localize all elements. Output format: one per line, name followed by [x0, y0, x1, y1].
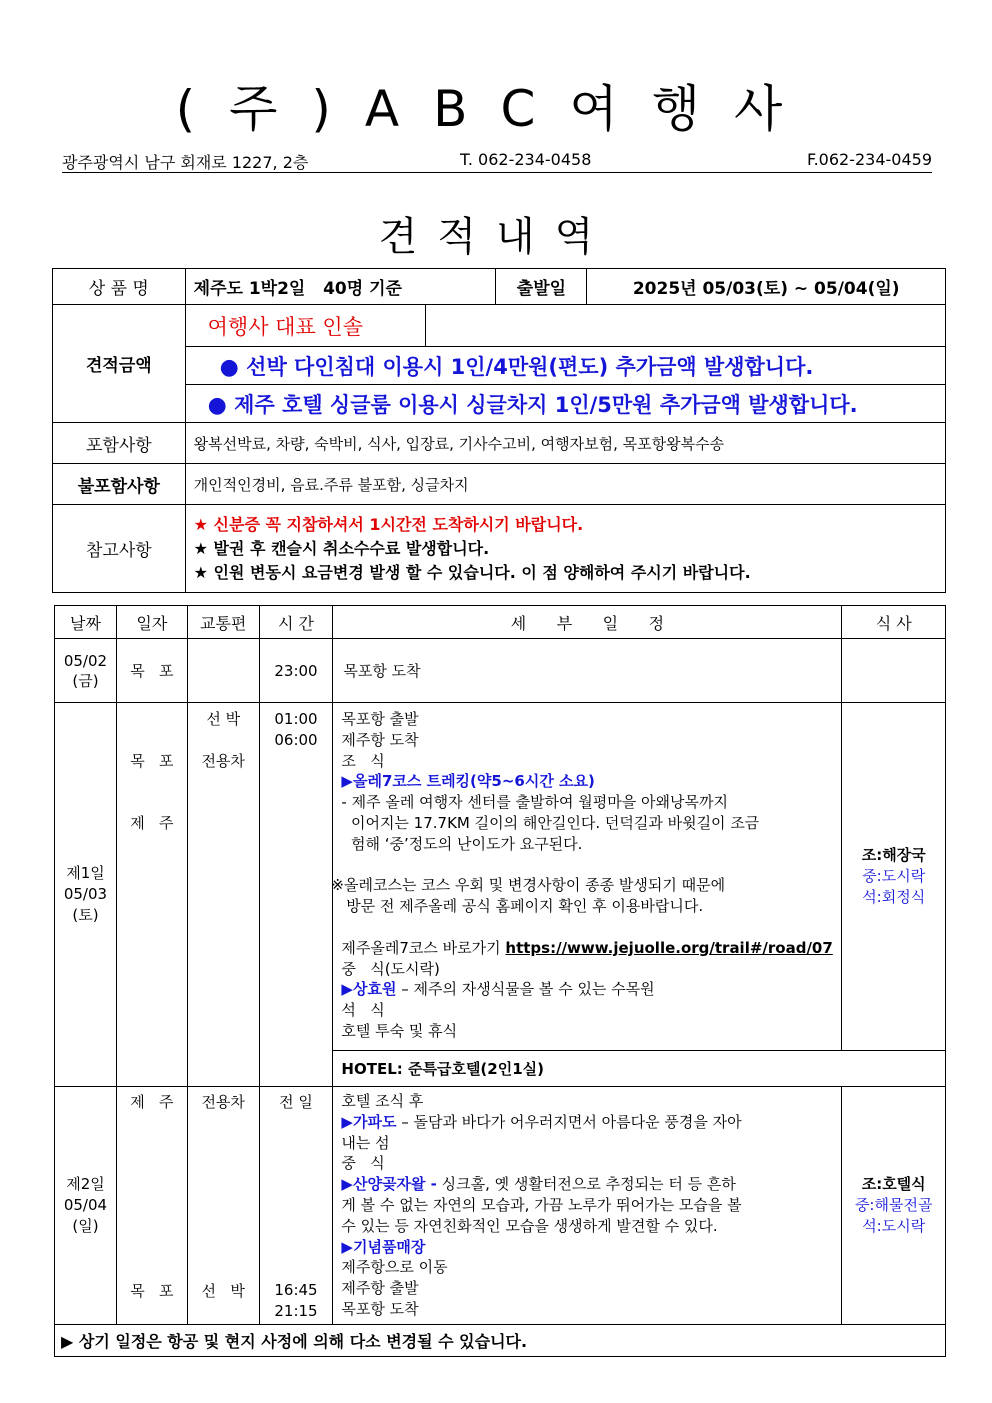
note-item: ★ 발권 후 캔슬시 취소수수료 발생합니다. — [193, 538, 490, 558]
note-item: ★ 신분증 꼭 지참하셔서 1시간전 도착하시기 바랍니다. — [193, 514, 584, 534]
date-line: (일) — [72, 1217, 99, 1235]
company-name: (주)ABC여행사 — [175, 80, 817, 138]
detail-line: 이어지는 17.7KM 길이의 해안길인다. 던덕길과 바윗길이 조금 — [341, 813, 760, 832]
document-title: 견적내역 — [378, 214, 614, 260]
detail-cell — [333, 703, 842, 1051]
bullet-icon: ● — [219, 354, 239, 380]
detail-line — [341, 917, 837, 938]
detail-line: - 제주 올레 여행자 센터를 출발하여 월평마을 아왜낭목까지 — [341, 793, 728, 812]
bullet-icon: ● — [207, 392, 227, 418]
company-address: 광주광역시 남구 회재로 1227, 2층 — [62, 153, 309, 172]
spot-desc: 싱크홀, 옛 생활터전으로 추정되는 터 등 흔하 — [436, 1175, 736, 1194]
company-tel: T. 062-234-0458 — [460, 150, 592, 169]
time-cell — [259, 1087, 333, 1325]
date-line: 제1일 — [66, 864, 105, 882]
place-line: 목 포 — [130, 751, 174, 770]
detail-line: 중 식 — [341, 1154, 385, 1173]
price-line-1-text: 선박 다인침대 이용시 1인/4만원(편도) 추가금액 발생합니다. — [246, 354, 814, 379]
price-line-1 — [185, 347, 945, 385]
detail-line — [341, 855, 837, 876]
meal-cell — [842, 1087, 946, 1325]
place-line: 제 주 — [130, 813, 174, 832]
transport-cell — [187, 639, 259, 703]
detail-line: 방문 전 제주올레 공식 홈페이지 확인 후 이용바랍니다. — [341, 897, 704, 916]
price-note: 여행사 대표 인솔 — [185, 305, 425, 347]
date-line: 제2일 — [66, 1175, 105, 1193]
detail-line: 목포항 출발 — [341, 710, 419, 728]
transport-line: 전용차 — [201, 1093, 245, 1111]
included-label: 포함사항 — [53, 423, 186, 464]
detail-line: 호텔 조식 후 — [341, 1092, 424, 1110]
spot-name: ▶기념품매장 — [341, 1237, 426, 1256]
detail-line — [341, 979, 837, 1000]
time-cell: 23:00 — [259, 639, 333, 703]
transport-cell — [187, 703, 259, 1087]
time-cell — [259, 703, 333, 1087]
transport-line: 전용차 — [201, 751, 245, 770]
detail-cell — [333, 1087, 842, 1325]
detail-line: 제주항으로 이동 — [341, 1258, 448, 1277]
spot-desc: – 제주의 자생식물을 볼 수 있는 수목원 — [396, 980, 655, 999]
detail-line: 험해 ‘중’정도의 난이도가 요구된다. — [341, 834, 583, 853]
time-line: 01:00 — [274, 710, 318, 728]
meal-cell — [842, 703, 946, 1051]
col-header-day: 일자 — [116, 606, 187, 639]
date-line: (금) — [72, 671, 99, 690]
itinerary-row-day1 — [55, 703, 946, 1051]
olle-link-label: 제주올레7코스 바로가기 — [341, 938, 506, 957]
itinerary-row-day2 — [55, 1087, 946, 1325]
detail-line: 수 있는 등 자연친화적인 모습을 생생하게 발견할 수 있다. — [341, 1216, 718, 1235]
spacer — [192, 730, 255, 751]
date-line: 05/02 — [63, 651, 108, 670]
detail-line: 제주항 도착 — [341, 730, 419, 749]
price-line-2 — [185, 385, 945, 423]
detail-line: 제주항 출발 — [341, 1279, 419, 1298]
contact-row — [62, 148, 932, 173]
time-line: 전 일 — [279, 1093, 313, 1111]
meal-line: 석:회정식 — [862, 888, 926, 906]
product-label: 상 품 명 — [53, 269, 186, 305]
note-item: ★ 인원 변동시 요금변경 발생 할 수 있습니다. 이 점 양해하여 주시기 바랍니다. — [193, 562, 751, 582]
included-value: 왕복선박료, 차량, 숙박비, 식사, 입장료, 기사수고비, 여행자보험, 목포항왕복수송 — [185, 423, 945, 464]
depart-value: 2025년 05/03(토) ~ 05/04(일) — [587, 269, 946, 305]
detail-line: 호텔 투숙 및 휴식 — [341, 1021, 458, 1040]
notes-list — [185, 505, 945, 593]
date-cell — [55, 1087, 117, 1325]
time-line: 21:15 — [274, 1301, 318, 1320]
transport-line: 선 박 — [206, 710, 241, 728]
detail-line: 내는 섬 — [341, 1133, 390, 1152]
itinerary-row-day0 — [55, 639, 946, 703]
meal-line: 석:도시락 — [862, 1217, 926, 1235]
excluded-label: 불포함사항 — [53, 464, 186, 505]
col-header-meal: 식 사 — [842, 606, 946, 639]
detail-line: 중 식(도시락) — [341, 959, 440, 978]
meal-line: 중:도시락 — [862, 867, 926, 885]
footer-row — [55, 1325, 946, 1357]
spot-name: ▶상효원 — [341, 980, 397, 999]
footer-note: ▶ 상기 일정은 항공 및 현지 사정에 의해 다소 변경될 수 있습니다. — [55, 1325, 946, 1357]
transport-cell — [187, 1087, 259, 1325]
date-cell — [55, 639, 117, 703]
date-line: 05/04 — [63, 1196, 108, 1214]
place-line: 목 포 — [130, 1282, 174, 1300]
meal-line: 조:호텔식 — [861, 1175, 926, 1193]
detail-cell: 목포항 도착 — [333, 639, 842, 703]
col-header-date: 날짜 — [55, 606, 117, 639]
olle-link[interactable]: https://www.jejuolle.org/trail#/road/07 — [505, 938, 833, 957]
itinerary-header-row — [55, 606, 946, 639]
detail-line — [341, 1112, 837, 1133]
meal-line: 조:해장국 — [861, 846, 926, 864]
price-line-2-text: 제주 호텔 싱글룸 이용시 싱글차지 1인/5만원 추가금액 발생합니다. — [234, 392, 858, 417]
detail-line: 석 식 — [341, 1001, 385, 1020]
price-label: 견적금액 — [53, 305, 186, 423]
spot-name: ▶가파도 — [341, 1112, 397, 1131]
time-lines-bottom — [260, 1280, 333, 1322]
place-line: 제 주 — [130, 1093, 174, 1111]
date-cell — [55, 703, 117, 1087]
spot-name: ▶산양곶자왈 - — [341, 1175, 437, 1194]
olle-link-line — [341, 938, 837, 959]
detail-line: ▶올레7코스 트레킹(약5~6시간 소요) — [341, 772, 595, 791]
excluded-value: 개인적인경비, 음료.주류 불포함, 싱글차지 — [185, 464, 945, 505]
depart-label: 출발일 — [496, 269, 587, 305]
itinerary-table — [54, 605, 946, 1357]
place-cell: 목 포 — [116, 639, 187, 703]
place-cell — [116, 703, 187, 1087]
detail-line — [341, 1174, 837, 1195]
date-line: (토) — [72, 906, 99, 924]
detail-line: 목포항 도착 — [341, 1299, 419, 1318]
time-line: 16:45 — [274, 1281, 318, 1299]
detail-line: 게 볼 수 없는 자연의 모습과, 가끔 노루가 뛰어가는 모습을 볼 — [341, 1195, 742, 1214]
quote-summary-table — [52, 268, 946, 593]
product-value: 제주도 1박2일 40명 기준 — [185, 269, 496, 305]
detail-line: 조 식 — [341, 751, 385, 770]
col-header-time: 시 간 — [259, 606, 333, 639]
meal-cell — [842, 639, 946, 703]
meal-line: 중:해물전골 — [854, 1196, 933, 1214]
col-header-transport: 교통편 — [187, 606, 259, 639]
transport-line: 선 박 — [201, 1282, 245, 1300]
company-fax: F.062-234-0459 — [806, 150, 932, 169]
time-line: 06:00 — [274, 730, 318, 749]
col-header-detail: 세 부 일 정 — [333, 606, 842, 639]
date-line: 05/03 — [63, 885, 108, 903]
detail-line: ※올레코스는 코스 우회 및 변경사항이 종종 발생되기 때문에 — [331, 876, 726, 895]
place-cell — [116, 1087, 187, 1325]
price-empty-cell — [425, 305, 945, 347]
spot-desc: – 돌담과 바다가 어우러지면서 아름다운 풍경을 자아 — [396, 1112, 742, 1131]
hotel-cell: HOTEL: 준특급호텔(2인1실) — [333, 1051, 946, 1087]
notes-label: 참고사항 — [53, 505, 186, 593]
